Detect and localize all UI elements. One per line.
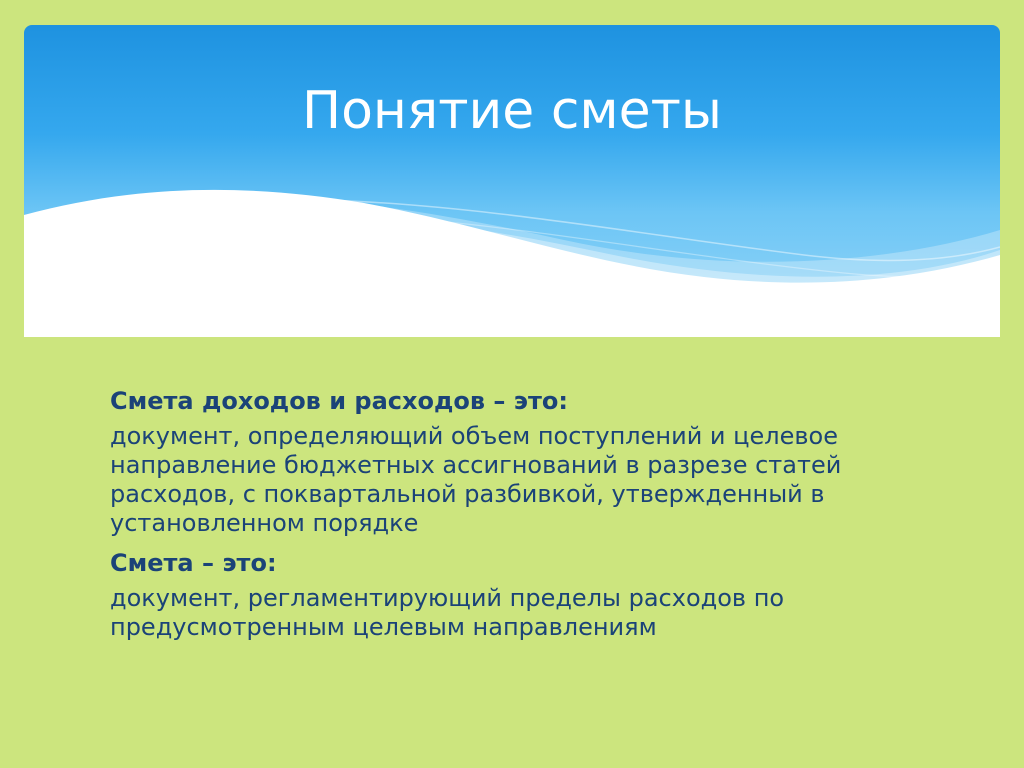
wave-decoration [24, 25, 1000, 337]
slide-content [110, 384, 930, 650]
term-income-expense-estimate: Смета доходов и расходов – это: [110, 387, 568, 415]
definition-income-expense-estimate: документ, определяющий объем поступлений и целевое направление бюджетных ассигнований в разрезе статей расходов, с поквартальной разбивкой, утвержденный в установленном порядке [110, 422, 842, 537]
term-estimate: Смета – это: [110, 549, 277, 577]
definition-estimate: документ, регламентирующий пределы расходов по предусмотренным целевым направлениям [110, 584, 785, 641]
header-panel [24, 25, 1000, 337]
slide-title: Понятие сметы [302, 81, 722, 141]
